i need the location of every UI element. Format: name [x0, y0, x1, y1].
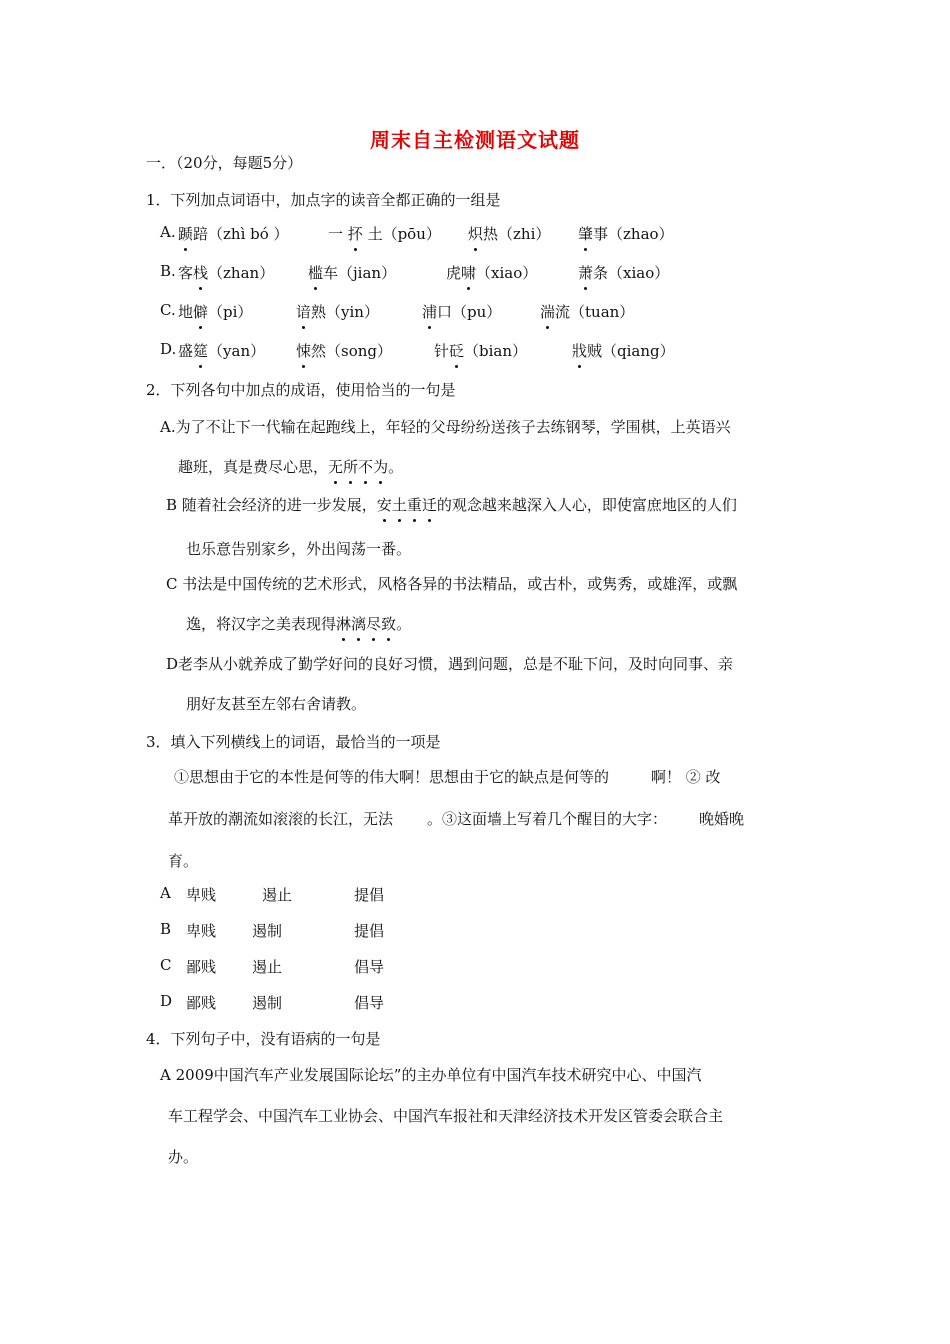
word-item [468, 223, 550, 244]
word-item [328, 223, 441, 244]
dotted-idiom [336, 615, 396, 633]
question-1-option-d [160, 340, 675, 360]
dotted-char: 萧 [578, 264, 594, 282]
question-3-passage-line3: 育。 [168, 852, 199, 870]
dotted-char: 踬 [178, 225, 194, 243]
dotted-char: 漓 [351, 615, 367, 633]
dotted-char: 淋 [336, 615, 352, 633]
text: 踣（zhì bó ） [193, 225, 289, 243]
dotted-char: 不 [358, 458, 374, 476]
word-item [178, 262, 274, 283]
option-word: 卑贱 [186, 886, 217, 904]
word-item [178, 301, 252, 322]
dotted-char: 重 [406, 496, 422, 514]
text: （xiao） [476, 264, 538, 282]
question-2-option-b-line1 [166, 494, 737, 515]
question-2-option-a-line1: A.为了不让下一代输在起跑线上，年轻的父母纷纷送孩子去练钢琴，学围棋，上英语兴 [160, 418, 731, 436]
option-word: 遏止 [262, 886, 293, 904]
text: 的观念越来越深入人心，即使富庶地区的人们 [436, 496, 737, 514]
dotted-char: 尽 [366, 615, 382, 633]
question-1-option-c [160, 301, 635, 321]
text: 啊！ ② 改 [651, 768, 721, 786]
text: 贼（qiang） [587, 342, 675, 360]
option-word: 遏制 [252, 922, 283, 940]
text: 。 [388, 458, 404, 476]
question-2-stem: 2．下列各句中加点的成语，使用恰当的一句是 [146, 381, 456, 399]
dotted-char: 炽 [468, 225, 484, 243]
dotted-char: 肇 [578, 225, 594, 243]
text: 条（xiao） [593, 264, 670, 282]
word-item [578, 262, 669, 283]
option-letter: D [160, 992, 173, 1010]
question-3-stem: 3．填入下列横线上的词语，最恰当的一项是 [146, 733, 441, 751]
dotted-char: 槛 [308, 264, 324, 282]
dotted-char: 抔 [347, 225, 363, 243]
dotted-char: 戕 [572, 342, 588, 360]
question-2-option-d-line1: D老李从小就养成了勤学好问的良好习惯，遇到问题，总是不耻下问，及时向同事、亲 [166, 655, 734, 673]
text: 盛 [178, 342, 194, 360]
dotted-char: 为 [373, 458, 389, 476]
page-title: 周末自主检测语文试题 [370, 128, 580, 152]
option-word: 倡导 [354, 958, 385, 976]
dotted-char: 浦 [422, 303, 438, 321]
text: 口（pu） [437, 303, 502, 321]
word-item [308, 262, 396, 283]
option-letter: A. [160, 223, 176, 241]
question-3-passage-line1 [174, 766, 721, 787]
text: （bian） [464, 342, 528, 360]
text: 虎 [446, 264, 462, 282]
option-letter: B. [160, 262, 176, 280]
text: 。 [396, 615, 412, 633]
option-letter: D. [160, 340, 177, 358]
dotted-char: 土 [391, 496, 407, 514]
text: 然（song） [311, 342, 393, 360]
question-4-option-a-line3: 办。 [168, 1148, 199, 1166]
word-item [178, 223, 289, 244]
option-word: 鄙贱 [186, 994, 217, 1012]
text: （yan） [208, 342, 266, 360]
dotted-char: 僻 [193, 303, 209, 321]
question-4-option-a-line1: A 2009中国汽车产业发展国际论坛”的主办单位有中国汽车技术研究中心、中国汽 [160, 1066, 702, 1084]
dotted-char: 迁 [421, 496, 437, 514]
option-word: 提倡 [354, 922, 385, 940]
text: 地 [178, 303, 194, 321]
text: 车（jian） [323, 264, 397, 282]
question-2-option-b-line2: 也乐意告别家乡，外出闯荡一番。 [186, 540, 412, 558]
question-4-option-a-line2: 车工程学会、中国汽车工业协会、中国汽车报社和天津经济技术开发区管委会联合主 [168, 1107, 724, 1125]
dotted-char: 谙 [296, 303, 312, 321]
word-item [572, 340, 675, 361]
text: （pi） [208, 303, 253, 321]
option-letter: B [160, 920, 172, 938]
text: 逸，将汉字之美表现得 [186, 615, 337, 633]
option-word: 卑贱 [186, 922, 217, 940]
question-2-option-c-line2 [186, 613, 411, 634]
text: 客 [178, 264, 194, 282]
option-word: 遏制 [252, 994, 283, 1012]
text: 流（tuan） [555, 303, 635, 321]
text: 热（zhi） [483, 225, 551, 243]
word-item [540, 301, 634, 322]
option-word: 遏止 [252, 958, 283, 976]
section-header: 一．（20分，每题5分） [146, 154, 303, 172]
option-letter: C [160, 956, 172, 974]
dotted-char: 所 [343, 458, 359, 476]
dotted-char: 致 [381, 615, 397, 633]
question-1-option-a [160, 223, 674, 243]
option-word: 提倡 [354, 886, 385, 904]
text: 。③这面墙上写着几个醒目的大字： [427, 810, 668, 828]
word-item [578, 223, 674, 244]
dotted-char: 安 [376, 496, 392, 514]
question-4-stem: 4．下列句子中，没有语病的一句是 [146, 1030, 381, 1048]
dotted-char: 栈 [193, 264, 209, 282]
text: 一 [328, 225, 348, 243]
word-item [296, 301, 379, 322]
dotted-idiom [377, 496, 437, 514]
option-letter: C. [160, 301, 176, 319]
dotted-idiom [328, 458, 388, 476]
option-letter: A [160, 884, 171, 902]
option-word: 鄙贱 [186, 958, 217, 976]
text: 土（pōu） [362, 225, 441, 243]
question-2-option-a-line2 [178, 456, 403, 477]
dotted-char: 筵 [193, 342, 209, 360]
dotted-char: 啸 [461, 264, 477, 282]
question-2-option-d-line2: 朋好友甚至左邻右舍请教。 [186, 695, 367, 713]
option-word: 倡导 [354, 994, 385, 1012]
text: ①思想由于它的本性是何等的伟大啊！思想由于它的缺点是何等的 [174, 768, 610, 786]
text: 趣班，真是费尽心思， [178, 458, 329, 476]
word-item [178, 340, 265, 361]
dotted-char: 砭 [449, 342, 465, 360]
word-item [434, 340, 527, 361]
text: B 随着社会经济的进一步发展， [166, 496, 377, 514]
word-item [446, 262, 537, 283]
question-1-option-b [160, 262, 670, 282]
question-2-option-c-line1: C 书法是中国传统的艺术形式，风格各异的书法精品，或古朴，或隽秀，或雄浑，或飘 [166, 575, 738, 593]
question-1-stem: 1．下列加点词语中，加点字的读音全都正确的一组是 [146, 191, 501, 209]
dotted-char: 无 [328, 458, 344, 476]
text: 事（zhao） [593, 225, 674, 243]
text: 晚婚晚 [699, 810, 745, 828]
word-item [422, 301, 501, 322]
text: （zhan） [208, 264, 275, 282]
text: 熟（yin） [311, 303, 379, 321]
dotted-char: 悚 [296, 342, 312, 360]
question-3-passage-line2 [168, 808, 744, 829]
dotted-char: 湍 [540, 303, 556, 321]
word-item [296, 340, 392, 361]
text: 针 [434, 342, 450, 360]
text: 革开放的潮流如滚滚的长江，无法 [168, 810, 394, 828]
